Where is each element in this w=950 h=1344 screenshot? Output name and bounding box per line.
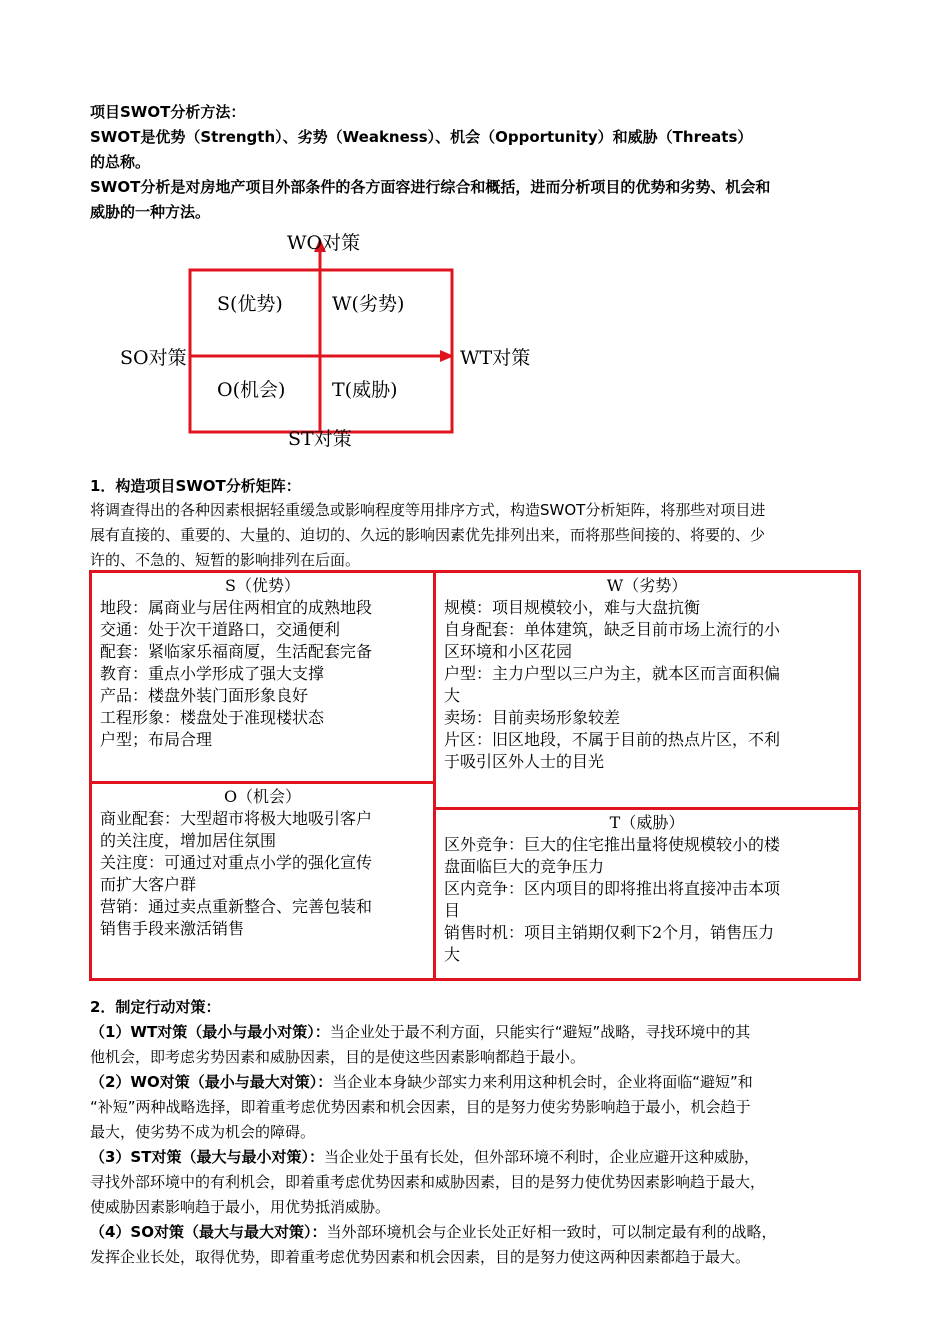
strategy-text: 当企业处于虽有长处，但外部环境不利时，企业应避开这种威胁， [323, 1148, 759, 1166]
intro-line-3: SWOT分析是对房地产项目外部条件的各方面容进行综合和概括，进而分析项目的优势和劣势、机会和 [90, 178, 771, 196]
strategy-label: （4）SO对策（最大与最大对策）： [90, 1223, 327, 1241]
strategy-text: 当企业本身缺少部实力来利用这种机会时，企业将面临“避短”和 [332, 1073, 753, 1091]
matrix-strength-cell [89, 570, 436, 784]
matrix-weakness-item: 区环境和小区花园 [444, 642, 573, 661]
strategy-wo [90, 1070, 862, 1145]
swot-diagram-lines [110, 228, 550, 458]
matrix-weakness-item: 片区：旧区地段，不属于目前的热点片区，不利 [444, 730, 781, 749]
section1-title: 1．构造项目SWOT分析矩阵： [90, 477, 301, 495]
strategy-text: 当外部环境机会与企业长处正好相一致时，可以制定最有利的战略， [326, 1223, 777, 1241]
matrix-strength-item: 配套：紧临家乐福商厦，生活配套完备 [100, 642, 373, 661]
intro-line-4: 威胁的一种方法。 [90, 203, 211, 221]
matrix-threat-title: T（威胁） [609, 813, 685, 832]
strategy-label: （3）ST对策（最大与最小对策）： [90, 1148, 324, 1166]
strategy-text: “补短”两种战略选择，即着重考虑优势因素和机会因素，目的是努力使劣势影响趋于最小，机会趋于 [90, 1098, 751, 1116]
matrix-opportunity-item: 关注度：可通过对重点小学的强化宣传 [100, 853, 373, 872]
matrix-weakness-item: 规模：项目规模较小，难与大盘抗衡 [444, 598, 701, 617]
label-wt: WT对策 [460, 347, 531, 369]
strategy-wt [90, 1020, 862, 1070]
matrix-strength-item: 户型；布局合理 [100, 730, 213, 749]
strategy-so [90, 1220, 862, 1270]
label-wo: WO对策 [287, 232, 361, 254]
label-st: ST对策 [288, 428, 352, 450]
strategy-st [90, 1145, 862, 1220]
strategy-text: 发挥企业长处，取得优势，即着重考虑优势因素和机会因素，目的是努力使这两种因素都趋于最大。 [90, 1248, 751, 1266]
matrix-threat-item: 销售时机：项目主销期仅剩下2个月，销售压力 [444, 923, 775, 942]
matrix-strength-item: 交通：处于次干道路口，交通便利 [100, 620, 341, 639]
matrix-opportunity-item: 的关注度，增加居住氛围 [100, 831, 277, 850]
matrix-threat-item: 大 [444, 945, 461, 964]
matrix-strength-title: S（优势） [225, 576, 300, 595]
intro-line-2: 的总称。 [90, 153, 151, 171]
strategy-label: （1）WT对策（最小与最小对策）： [90, 1023, 330, 1041]
strategy-text: 当企业处于最不利方面，只能实行“避短”战略，寻找环境中的其 [329, 1023, 751, 1041]
strategy-label: （2）WO对策（最小与最大对策）： [90, 1073, 333, 1091]
quadrant-t: T(威胁) [332, 379, 398, 401]
section1-line-2: 展有直接的、重要的、大量的、迫切的、久远的影响因素优先排列出来，而将那些间接的、将要的、少 [90, 526, 766, 544]
matrix-weakness-item: 大 [444, 686, 461, 705]
quadrant-s: S(优势) [217, 293, 283, 315]
strategy-text: 寻找外部环境中的有利机会，即着重考虑优势因素和威胁因素，目的是努力使优势因素影响趋于最大， [90, 1173, 766, 1191]
intro-heading: 项目SWOT分析方法： [90, 103, 246, 121]
strategy-text: 最大，使劣势不成为机会的障碍。 [90, 1123, 316, 1141]
matrix-weakness-item: 自身配套：单体建筑，缺乏目前市场上流行的小 [444, 620, 781, 639]
matrix-opportunity-item: 销售手段来激活销售 [100, 919, 245, 938]
matrix-threat-item: 盘面临巨大的竞争压力 [444, 857, 605, 876]
strategy-text: 使威胁因素影响趋于最小，用优势抵消威胁。 [90, 1198, 391, 1216]
matrix-weakness-title: W（劣势） [606, 576, 688, 595]
section2-title: 2．制定行动对策： [90, 998, 221, 1016]
quadrant-o: O(机会) [217, 379, 286, 401]
matrix-strength-item: 教育：重点小学形成了强大支撑 [100, 664, 325, 683]
matrix-opportunity-item: 而扩大客户群 [100, 875, 197, 894]
strategy-text: 他机会，即考虑劣势因素和威胁因素，目的是使这些因素影响都趋于最小。 [90, 1048, 586, 1066]
matrix-opportunity-title: O（机会） [223, 787, 302, 806]
section1-line-3: 许的、不急的、短暂的影响排列在后面。 [90, 551, 361, 569]
matrix-weakness-item: 户型：主力户型以三户为主，就本区而言面积偏 [444, 664, 781, 683]
matrix-opportunity-item: 营销：通过卖点重新整合、完善包装和 [100, 897, 373, 916]
swot-diagram [110, 228, 550, 458]
matrix-strength-item: 工程形象：楼盘处于准现楼状态 [100, 708, 325, 727]
matrix-opportunity-item: 商业配套：大型超市将极大地吸引客户 [100, 809, 373, 828]
matrix-strength-item: 地段：属商业与居住两相宜的成熟地段 [100, 598, 373, 617]
matrix-opportunity-cell [89, 781, 436, 981]
matrix-weakness-item: 卖场：目前卖场形象较差 [444, 708, 621, 727]
quadrant-w: W(劣势) [332, 293, 405, 315]
matrix-weakness-cell [433, 570, 861, 810]
matrix-weakness-item: 于吸引区外人士的目光 [444, 752, 605, 771]
label-so: SO对策 [120, 347, 187, 369]
matrix-threat-cell [433, 807, 861, 981]
intro-line-1: SWOT是优势（Strength）、劣势（Weakness）、机会（Opportunity）和威胁（Threats） [90, 128, 753, 146]
section1-line-1: 将调查得出的各种因素根据轻重缓急或影响程度等用排序方式，构造SWOT分析矩阵，将那些对项目进 [90, 501, 766, 519]
matrix-threat-item: 区内竞争：区内项目的即将推出将直接冲击本项 [444, 879, 781, 898]
matrix-threat-item: 目 [444, 901, 461, 920]
matrix-strength-item: 产品：楼盘外装门面形象良好 [100, 686, 309, 705]
matrix-threat-item: 区外竞争：巨大的住宅推出量将使规模较小的楼 [444, 835, 781, 854]
